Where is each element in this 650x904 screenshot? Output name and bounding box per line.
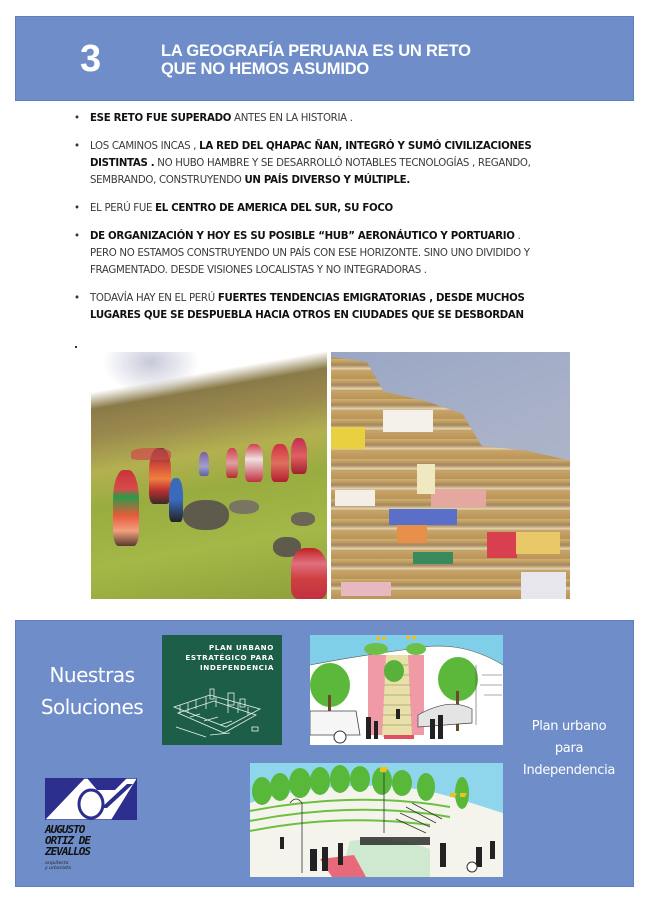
bullet-item bbox=[72, 200, 592, 217]
bullet-text-segment: DE ORGANIZACIÓN Y HOY ES SU POSIBLE “HUB” AERONÁUTICO Y PORTUARIO bbox=[90, 231, 515, 242]
bullet-text-segment: . bbox=[514, 231, 521, 242]
bullet-text-segment: PERO NO ESTAMOS CONSTRUYENDO UN PAÍS CON ESE HORIZONTE. SINO UNO DIVIDIDO Y FRAGMENTADO. DESDE VISIONES LOCALISTAS Y NO INTEGRADORAS . bbox=[90, 248, 530, 276]
logo-line1: AUGUSTO bbox=[45, 823, 85, 836]
bullet-text-segment: EL PERÚ FUE bbox=[90, 203, 156, 214]
bullet-text-segment: EL CENTRO DE AMERICA DEL SUR, SU FOCO bbox=[155, 203, 393, 214]
bullet-text-segment: LOS CAMINOS INCAS , bbox=[90, 141, 200, 152]
bullet-list bbox=[72, 110, 592, 335]
section-header bbox=[15, 16, 634, 101]
section-title bbox=[161, 42, 471, 78]
logo-subtitle-line2: y urbanista bbox=[45, 866, 71, 871]
plan-cover-image bbox=[162, 635, 282, 745]
bullet-dot: • bbox=[74, 113, 80, 124]
bullet-dot: • bbox=[74, 203, 80, 214]
plan-urbano-label bbox=[506, 716, 632, 782]
city-axonometric-drawing-icon bbox=[170, 687, 270, 742]
cover-title bbox=[185, 643, 274, 673]
section-title-line1: LA GEOGRAFÍA PERUANA ES UN RETO bbox=[161, 42, 471, 60]
bullet-text-segment: LA RED DEL QHAPAC ÑAN, INTEGRÓ Y SUMÓ CIVILIZACIONES DISTINTAS . bbox=[90, 141, 532, 169]
bullet-dot: • bbox=[74, 141, 80, 152]
bullet-text-segment: ESE RETO FUE SUPERADO bbox=[90, 113, 232, 124]
solutions-heading bbox=[32, 659, 152, 723]
solutions-heading-line2: Soluciones bbox=[40, 695, 144, 719]
bullet-item bbox=[72, 290, 592, 324]
solutions-heading-line1: Nuestras bbox=[49, 663, 135, 687]
cover-title-line1: PLAN URBANO bbox=[208, 643, 274, 652]
solutions-panel bbox=[15, 620, 634, 887]
logo-line2: ORTIZ DE bbox=[45, 834, 90, 847]
cover-title-line2: ESTRATÉGICO PARA bbox=[185, 653, 274, 662]
plan-label-line1: Plan urbano bbox=[531, 719, 607, 734]
bullet-text-segment: NO HUBO HAMBRE Y SE DESARROLLÓ NOTABLES TECNOLOGÍAS , REGANDO, SEMBRANDO, CONSTRUYENDO bbox=[90, 158, 531, 186]
logo-text bbox=[45, 824, 137, 857]
logo-line3: ZEVALLOS bbox=[45, 845, 90, 858]
bullet-text-segment: LUGARES QUE SE DESPUEBLA HACIA OTROS EN CIUDADES QUE SE DESBORDAN bbox=[90, 310, 524, 321]
bullet-text-segment: FUERTES TENDENCIAS EMIGRATORIAS , DESDE MUCHOS bbox=[217, 293, 525, 304]
plan-label-line3: Independencia bbox=[522, 763, 616, 778]
bullet-text-segment: UN PAÍS DIVERSO Y MÚLTIPLE. bbox=[244, 175, 410, 186]
logo-subtitle bbox=[45, 861, 137, 871]
park-plaza-sketch bbox=[250, 763, 503, 877]
stray-dot bbox=[75, 346, 77, 348]
aoz-logo-mark-icon bbox=[45, 778, 137, 820]
section-title-line2: QUE NO HEMOS ASUMIDO bbox=[161, 60, 370, 78]
architect-logo bbox=[45, 778, 137, 884]
bullet-dot: • bbox=[74, 293, 80, 304]
stairway-plaza-sketch bbox=[310, 635, 503, 745]
bullet-text-segment: ANTES EN LA HISTORIA . bbox=[231, 113, 353, 124]
hillside-city-photo bbox=[331, 352, 570, 599]
bullet-item bbox=[72, 228, 592, 279]
cover-title-line3: INDEPENDENCIA bbox=[200, 663, 274, 672]
plan-label-line2: para bbox=[554, 741, 584, 756]
bullet-dot: • bbox=[74, 231, 80, 242]
andean-hillside-photo bbox=[91, 352, 327, 599]
bullet-item bbox=[72, 138, 592, 189]
bullet-item bbox=[72, 110, 592, 127]
section-number: 3 bbox=[80, 38, 102, 80]
logo-subtitle-line1: arquitecto bbox=[45, 861, 69, 866]
bullet-text-segment: TODAVÍA HAY EN EL PERÚ bbox=[90, 293, 218, 304]
